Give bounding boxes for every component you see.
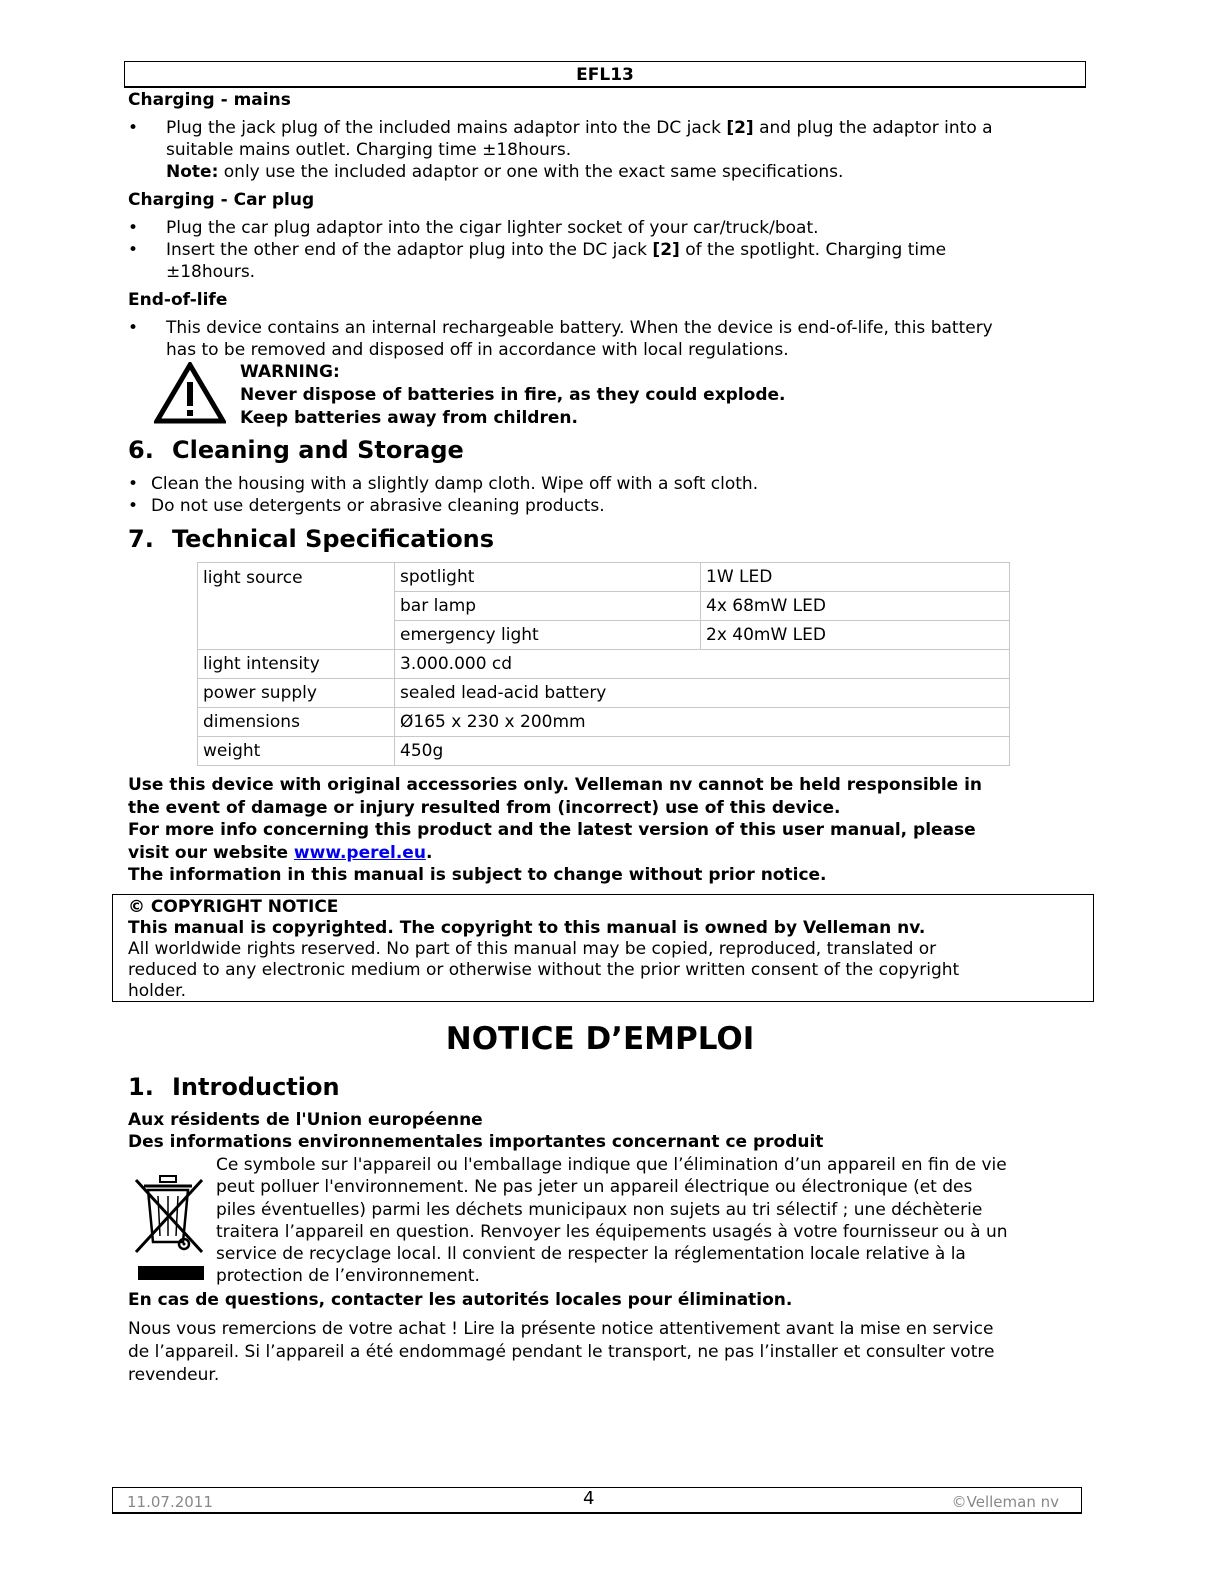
bullet-text: has to be removed and disposed off in accordance with local regulations. xyxy=(166,340,789,360)
section-heading-cleaning xyxy=(128,436,464,464)
table-cell: light source xyxy=(198,563,395,650)
section-heading-specs xyxy=(128,525,494,553)
bullet-text: and plug the adaptor into a xyxy=(753,118,993,138)
copyright-bold: This manual is copyrighted. The copyright to this manual is owned by Velleman nv. xyxy=(128,918,926,938)
table-cell: 2x 40mW LED xyxy=(701,621,1010,650)
disclaimer-text: For more info concerning this product and the latest version of this user manual, please xyxy=(128,820,976,840)
bullet-icon: • xyxy=(128,474,139,494)
disclaimer-text: visit our website xyxy=(128,842,294,863)
table-cell: sealed lead-acid battery xyxy=(395,679,1010,708)
table-cell: bar lamp xyxy=(395,592,701,621)
weee-line: Ce symbole sur l'appareil ou l'emballage indique que l’élimination d’un appareil en fin de vie xyxy=(216,1155,1007,1175)
page-number: 4 xyxy=(583,1488,595,1509)
specs-table xyxy=(197,562,1010,766)
disclaimer-text: the event of damage or injury resulted from (incorrect) use of this device. xyxy=(128,797,841,818)
weee-text xyxy=(216,1154,1086,1288)
bullet-text: Clean the housing with a slightly damp cloth. Wipe off with a soft cloth. xyxy=(151,474,759,494)
table-cell: 3.000.000 cd xyxy=(395,650,1010,679)
table-row xyxy=(198,708,1010,737)
note-label: Note: xyxy=(166,162,219,182)
weee-line: piles éventuelles) parmi les déchets municipaux non sujets au tri sélectif ; une déchèterie xyxy=(216,1199,983,1220)
warning-block xyxy=(240,361,786,430)
copyright-box xyxy=(112,894,1094,1002)
table-cell: 1W LED xyxy=(701,563,1010,592)
disclaimer-text: The information in this manual is subject to change without prior notice. xyxy=(128,865,827,885)
questions-text: En cas de questions, contacter les autorités locales pour élimination. xyxy=(128,1290,793,1310)
warning-icon xyxy=(154,362,226,424)
table-cell: light intensity xyxy=(198,650,395,679)
bullet-icon: • xyxy=(128,118,139,138)
charging-mains-heading: Charging - mains xyxy=(128,90,291,110)
bullet-text: of the spotlight. Charging time xyxy=(679,240,947,260)
note-text: only use the included adaptor or one with the exact same specifications. xyxy=(218,162,844,182)
paragraph-line: Nous vous remercions de votre achat ! Lire la présente notice attentivement avant la mise en service xyxy=(128,1319,994,1339)
section-title: Cleaning and Storage xyxy=(172,436,464,464)
table-cell: weight xyxy=(198,737,395,766)
bullet-text: Insert the other end of the adaptor plug into the DC jack xyxy=(166,240,653,260)
table-cell: 4x 68mW LED xyxy=(701,592,1010,621)
table-cell: power supply xyxy=(198,679,395,708)
intro-subheading: Aux résidents de l'Union européenne xyxy=(128,1110,483,1130)
disclaimer-text: Use this device with original accessories only. Velleman nv cannot be held responsible in xyxy=(128,775,983,795)
bullet-text: Plug the car plug adaptor into the cigar lighter socket of your car/truck/boat. xyxy=(166,218,819,238)
table-row xyxy=(198,737,1010,766)
table-row xyxy=(198,679,1010,708)
section-title: Technical Specifications xyxy=(172,525,495,553)
page-footer xyxy=(112,1487,1082,1514)
footer-copyright: ©Velleman nv xyxy=(951,1493,1059,1511)
page-header xyxy=(124,61,1086,88)
section-title: Introduction xyxy=(172,1073,340,1101)
disclaimer xyxy=(128,774,1088,887)
reference: [2] xyxy=(652,240,680,260)
bullet-text: suitable mains outlet. Charging time ±18hours. xyxy=(166,140,572,160)
footer-date: 11.07.2011 xyxy=(127,1493,213,1511)
copyright-text: All worldwide rights reserved. No part of this manual may be copied, reproduced, translated or xyxy=(128,939,937,959)
weee-line: protection de l’environnement. xyxy=(216,1266,480,1287)
disclaimer-text: . xyxy=(425,842,433,863)
warning-text: Keep batteries away from children. xyxy=(240,408,578,428)
copyright-title: © COPYRIGHT NOTICE xyxy=(128,897,339,917)
bullet-icon: • xyxy=(128,496,139,516)
website-link[interactable]: www.perel.eu xyxy=(293,842,426,863)
intro-paragraph xyxy=(128,1318,1088,1387)
bullet-icon: • xyxy=(128,218,139,238)
table-cell: emergency light xyxy=(395,621,701,650)
section-number: 7. xyxy=(128,525,154,553)
reference: [2] xyxy=(726,118,754,138)
weee-line: traitera l’appareil en question. Renvoyer les équipements usagés à votre fournisseur ou à un xyxy=(216,1221,1008,1242)
weee-bin-icon xyxy=(130,1166,210,1284)
disclaimer-text xyxy=(128,842,1088,865)
section-heading-intro xyxy=(128,1073,340,1101)
weee-line: peut polluer l'environnement. Ne pas jeter un appareil électrique ou électronique (et des xyxy=(216,1177,973,1198)
warning-text: Never dispose of batteries in fire, as they could explode. xyxy=(240,385,786,405)
copyright-text: holder. xyxy=(128,981,186,1001)
weee-line: service de recyclage local. Il convient de respecter la réglementation locale relative à la xyxy=(216,1244,966,1265)
paragraph-line: de l’appareil. Si l’appareil a été endommagé pendant le transport, ne pas l’installer et consulter votre xyxy=(128,1342,995,1362)
section-number: 1. xyxy=(128,1073,154,1101)
table-cell: dimensions xyxy=(198,708,395,737)
intro-subheading: Des informations environnementales importantes concernant ce produit xyxy=(128,1132,824,1152)
bullet-text: This device contains an internal rechargeable battery. When the device is end-of-life, this battery xyxy=(166,318,993,338)
table-row xyxy=(198,650,1010,679)
paragraph-line: revendeur. xyxy=(128,1365,220,1385)
bullet-icon: • xyxy=(128,240,139,260)
table-cell: Ø165 x 230 x 200mm xyxy=(395,708,1010,737)
model-number: EFL13 xyxy=(576,65,634,85)
end-of-life-heading: End-of-life xyxy=(128,290,228,310)
table-cell: spotlight xyxy=(395,563,701,592)
notice-title: NOTICE D’EMPLOI xyxy=(445,1021,755,1057)
table-row xyxy=(198,563,1010,592)
bullet-icon: • xyxy=(128,318,139,338)
charging-car-heading: Charging - Car plug xyxy=(128,190,315,210)
warning-title: WARNING: xyxy=(240,362,340,382)
copyright-text: reduced to any electronic medium or otherwise without the prior written consent of the copyright xyxy=(128,960,960,980)
section-number: 6. xyxy=(128,436,154,464)
bullet-text: ±18hours. xyxy=(166,262,256,282)
bullet-text: Plug the jack plug of the included mains adaptor into the DC jack xyxy=(166,118,727,138)
bullet-text: Do not use detergents or abrasive cleaning products. xyxy=(151,496,605,516)
table-cell: 450g xyxy=(395,737,1010,766)
